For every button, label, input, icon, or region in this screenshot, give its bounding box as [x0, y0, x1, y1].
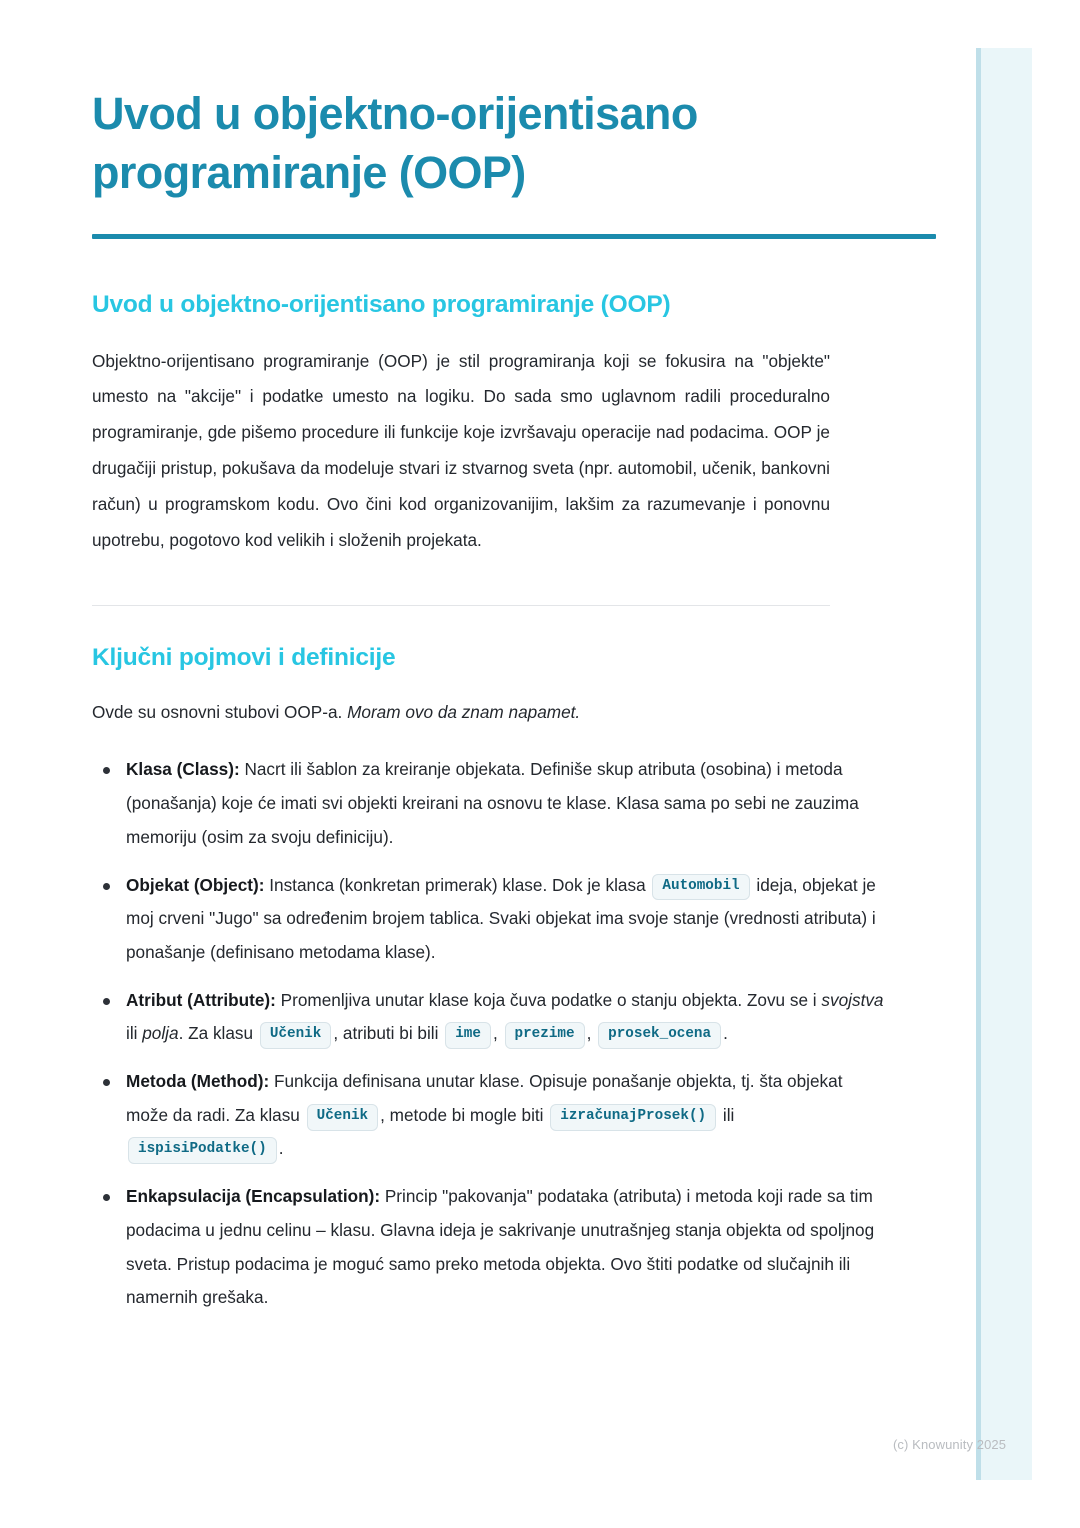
term-text: , — [586, 1023, 597, 1044]
lead-italic-note: Moram ovo da znam napamet. — [347, 702, 581, 723]
bullet-icon — [103, 998, 110, 1005]
section-heading-intro: Uvod u objektno-orijentisano programiranje (OOP) — [92, 290, 671, 318]
term-text: Promenljiva unutar klase koja čuva podatke o stanju objekta. Zovu se i — [275, 989, 822, 1010]
list-item — [92, 1180, 886, 1315]
code-chip-ucenik: Učenik — [307, 1104, 378, 1131]
list-item — [92, 869, 886, 970]
term-label: Klasa (Class): — [126, 759, 240, 780]
code-chip-ispisi-podatke: ispisiPodatke() — [128, 1137, 277, 1164]
term-emphasis: polja — [142, 1023, 179, 1044]
term-label: Enkapsulacija (Encapsulation): — [126, 1186, 381, 1207]
term-label: Objekat (Object): — [126, 874, 265, 895]
term-text: ili — [126, 1023, 143, 1044]
lead-plain-text: Ovde su osnovni stubovi OOP-a. — [92, 702, 348, 723]
list-item — [92, 984, 886, 1051]
term-text: . — [723, 1023, 728, 1044]
term-label: Metoda (Method): — [126, 1071, 270, 1092]
code-chip-ime: ime — [445, 1022, 491, 1049]
term-text: . — [278, 1138, 284, 1159]
bullet-icon — [103, 767, 110, 774]
code-chip-prosek-ocena: prosek_ocena — [598, 1022, 721, 1049]
term-label: Atribut (Attribute): — [126, 989, 276, 1010]
term-text: , — [492, 1023, 503, 1044]
key-terms-list — [92, 727, 936, 1315]
key-terms-lead — [92, 674, 830, 727]
term-text: . Za klasu — [178, 1023, 258, 1044]
bullet-icon — [103, 883, 110, 890]
code-chip-ucenik: Učenik — [260, 1022, 331, 1049]
bullet-icon — [103, 1079, 110, 1086]
list-item — [92, 753, 886, 854]
term-emphasis: svojstva — [821, 989, 884, 1010]
list-item — [92, 1065, 886, 1166]
document-content — [92, 0, 936, 1329]
term-text: Instanca (konkretan primerak) klase. Dok je klasa — [264, 874, 651, 895]
term-text: , atributi bi bili — [333, 1023, 444, 1044]
code-chip-prezime: prezime — [505, 1022, 585, 1049]
code-chip-izracunaj-prosek: izračunajProsek() — [550, 1104, 716, 1131]
term-text: , metode bi mogle biti — [380, 1104, 549, 1125]
term-text: Funkcija definisana unutar klase. Opisuje ponašanje objekta, tj. šta objekat može da radi. Za klasu — [126, 1071, 843, 1125]
intro-paragraph: Objektno-orijentisano programiranje (OOP) je stil programiranja koji se fokusira na "objekte" umesto na "akcije" i podatke umesto na logiku. Do sada smo uglavnom radili proceduralno programiranje, gde pišemo procedure ili funkcije koje izvršavaju operacije nad podacima. OOP je drugačiji pristup, pokušava da modeluje stvari iz stvarnog sveta (npr. automobil, učenik, bankovni račun) u programskom kodu. Ovo čini kod organizovanijim, lakšim za razumevanje i ponovnu upotrebu, pogotovo kod velikih i složenih projekata. — [92, 350, 830, 550]
section-heading-key-terms: Ključni pojmovi i definicije — [92, 644, 396, 672]
code-chip-automobil: Automobil — [652, 874, 749, 901]
term-text: Princip "pakovanja" podataka (atributa) i metoda koji rade sa tim podacima u jednu celinu – klasu. Glavna ideja je sakrivanje unutrašnjeg stanja objekta od spoljnog sveta. Pristup podacima je moguć samo preko metoda objekta. Ovo štiti podatke od slučajnih ili namernih grešaka. — [126, 1186, 875, 1308]
bullet-icon — [103, 1194, 110, 1201]
term-text: Nacrt ili šablon za kreiranje objekata. Definiše skup atributa (osobina) i metoda (ponašanja) koje će imati svi objekti kreirani na osnovu te klase. Klasa sama po sebi ne zauzima memoriju (osim za svoju definiciju). — [126, 759, 859, 847]
page-title: Uvod u objektno-orijentisano programiranje (OOP) — [92, 88, 698, 199]
watermark: (c) Knowunity 2025 — [893, 1437, 1007, 1452]
term-text: ili — [718, 1104, 735, 1125]
term-text: ideja, objekat je moj crveni "Jugo" sa određenim brojem tablica. Svaki objekat ima svoje stanje (vrednosti atributa) i ponašanje (definisano metodama klase). — [126, 874, 876, 962]
